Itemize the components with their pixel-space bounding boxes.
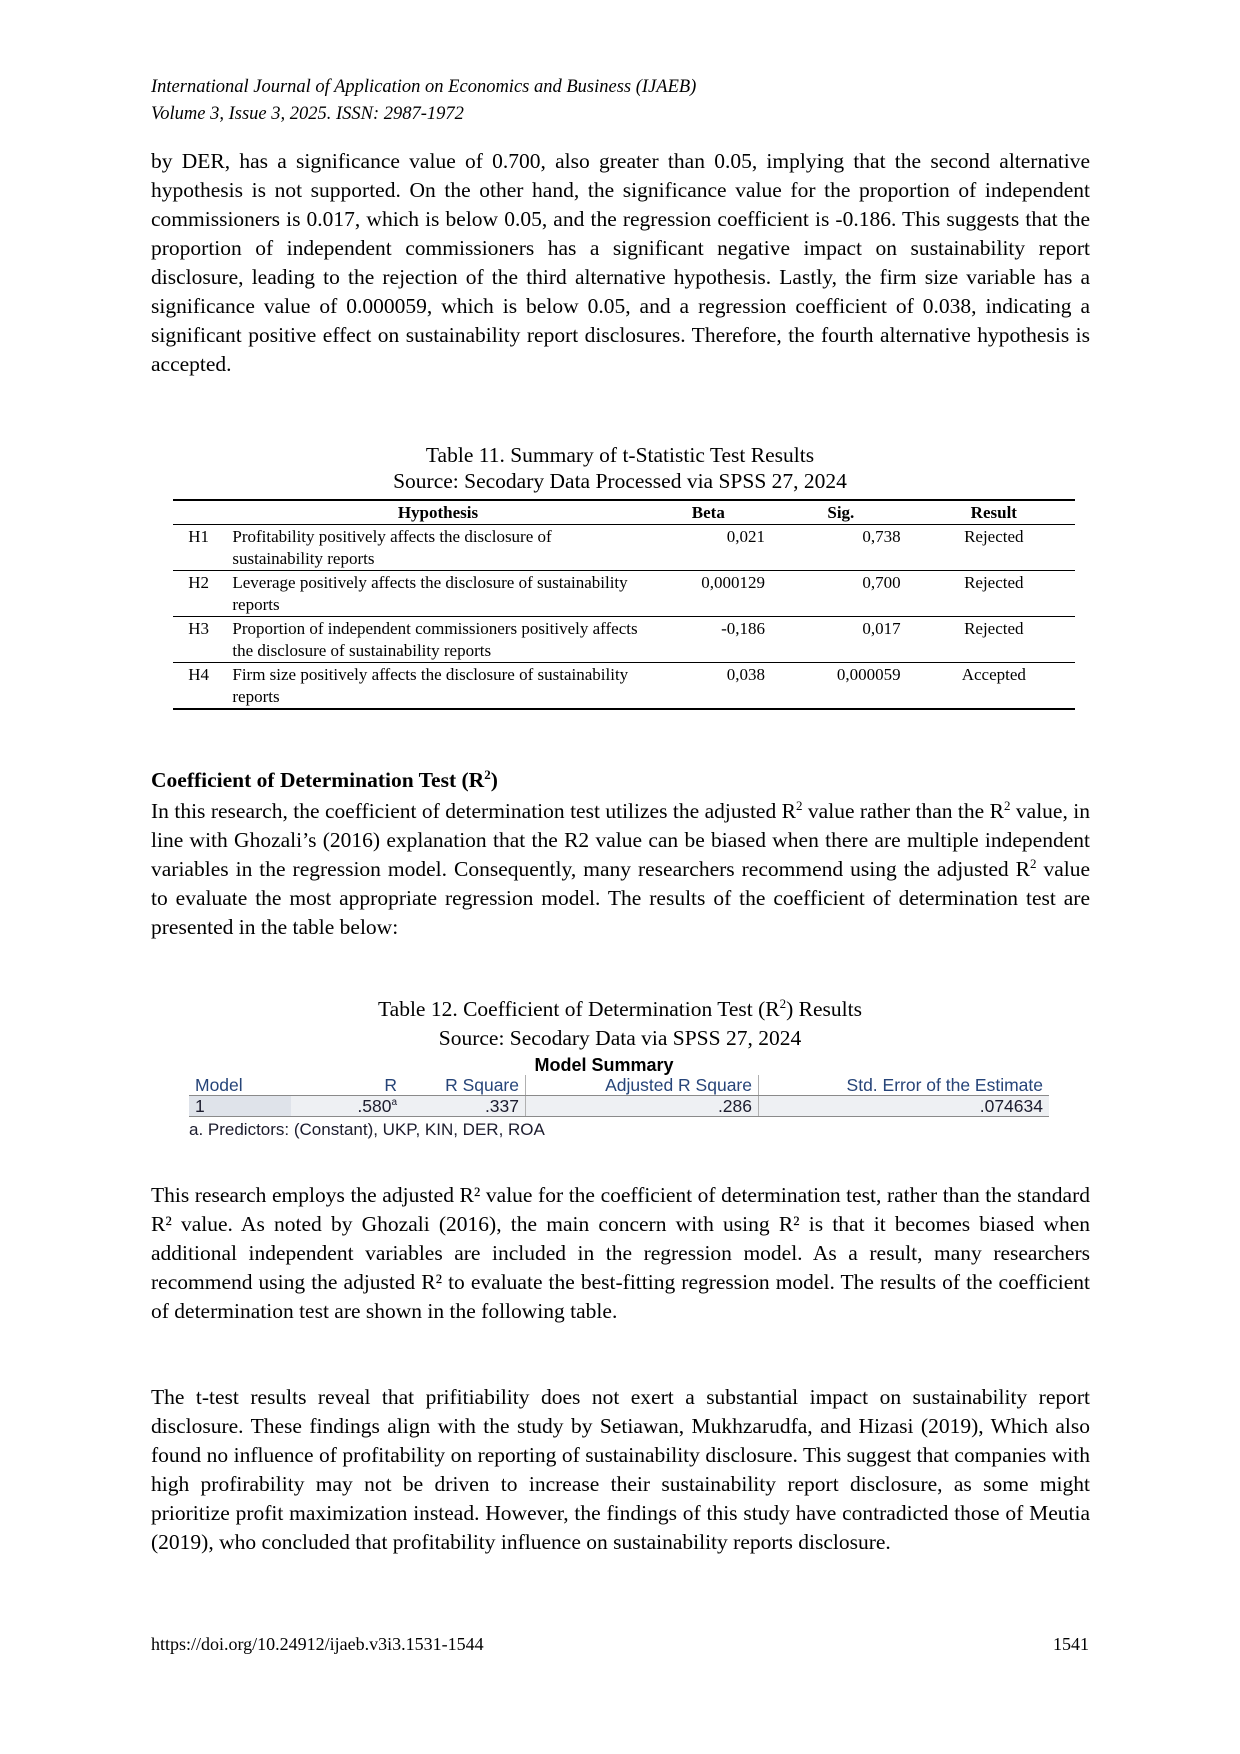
header-hypothesis: Hypothesis (224, 500, 647, 525)
beta-value: 0,000129 (648, 571, 777, 617)
header-sig: Sig. (777, 500, 913, 525)
predictors-footnote: a. Predictors: (Constant), UKP, KIN, DER, ROA (189, 1120, 545, 1139)
adjusted-r-square-value: .286 (526, 1096, 759, 1117)
hypothesis-id: H3 (173, 617, 224, 663)
doi-link[interactable]: https://doi.org/10.24912/ijaeb.v3i3.1531-1544 (151, 1634, 484, 1654)
journal-title: International Journal of Application on Economics and Business (IJAEB) (151, 77, 697, 97)
paragraph-3: This research employs the adjusted R² value for the coefficient of determination test, rather than the standard R² value. As noted by Ghozali (2016), the main concern with using R² is that it becomes biased when additional independent variables are included in the regression model. As a result, many researchers recommend using the adjusted R² to evaluate the best-fitting regression model. The results of the coefficient of determination test are shown in the following table. (151, 1183, 1090, 1323)
hypothesis-text: Firm size positively affects the disclosure of sustainability reports (224, 663, 647, 710)
header-std-error: Std. Error of the Estimate (759, 1075, 1050, 1096)
paragraph-2: In this research, the coefficient of determination test utilizes the adjusted $R^2$ value rather than the $R^2$ value, in line with Ghozali’s (2016) explanation that the R2 value can be biased when there are multiple independent variables in the regression model. Consequently, many researchers recommend using the adjusted $R^2$ value to evaluate the most appropriate regression model. The results of the coefficient of determination test are presented in the table below: (151, 797, 1091, 939)
hypothesis-id: H1 (173, 525, 224, 571)
table-11-caption: Table 11. Summary of t-Statistic Test Results (425, 443, 815, 467)
header-model: Model (189, 1075, 291, 1096)
header-id (173, 500, 224, 525)
t-statistic-table (173, 499, 1075, 710)
hypothesis-text: Profitability positively affects the disclosure of sustainability reports (224, 525, 647, 571)
table-row (173, 663, 1075, 710)
page-number: 1541 (1053, 1634, 1089, 1654)
running-header (151, 74, 696, 128)
result-value: Accepted (913, 663, 1075, 710)
paragraph-1: by DER, has a significance value of 0.700, also greater than 0.05, implying that the second alternative hypothesis is not supported. On the other hand, the significance value for the proportion of independent commissioners is 0.017, which is below 0.05, and the regression coefficient is -0.186. This suggests that the proportion of independent commissioners has a significant negative impact on sustainability report disclosure, leading to the rejection of the third alternative hypothesis. Lastly, the firm size variable has a significance value of 0.000059, which is below 0.05, and a regression coefficient of 0.038, indicating a significant positive effect on sustainability report disclosures. Therefore, the fourth alternative hypothesis is accepted. (151, 149, 1090, 376)
result-value: Rejected (913, 571, 1075, 617)
beta-value: 0,038 (648, 663, 777, 710)
volume-info: Volume 3, Issue 3, 2025. ISSN: 2987-1972 (151, 104, 464, 124)
hypothesis-text: Leverage positively affects the disclosure of sustainability reports (224, 571, 647, 617)
std-error-value: .074634 (759, 1096, 1050, 1117)
beta-value: -0,186 (648, 617, 777, 663)
model-number: 1 (189, 1096, 291, 1117)
table-12-caption: Table 12. Coefficient of Determination Test $(R^2)$ Results (378, 995, 862, 1021)
table-header-row (173, 500, 1075, 525)
table-row (173, 571, 1075, 617)
result-value: Rejected (913, 617, 1075, 663)
sig-value: 0,738 (777, 525, 913, 571)
table-header-row (189, 1075, 1049, 1096)
header-r-square: R Square (403, 1075, 526, 1096)
paragraph-4: The t-test results reveal that prifitiability does not exert a substantial impact on sustainability report disclosure. These findings align with the study by Setiawan, Mukhzarudfa, and Hizasi (2019), Which also found no influence of profitability on reporting of sustainability disclosure. This suggest that companies with high profirability may not be driven to increase their sustainability report disclosure, as some might prioritize profit maximization instead. However, the findings of this study have contradicted those of Meutia (2019), who concluded that profitability influence on sustainability reports disclosure. (151, 1385, 1090, 1554)
table-12-source: Source: Secodary Data via SPSS 27, 2024 (438, 1026, 802, 1050)
hypothesis-text: Proportion of independent commissioners positively affects the disclosure of sustainability reports (224, 617, 647, 663)
model-summary-title: Model Summary (534, 1055, 674, 1075)
header-result: Result (913, 500, 1075, 525)
table-11-source: Source: Secodary Data Processed via SPSS 27, 2024 (393, 469, 847, 493)
sig-value: 0,700 (777, 571, 913, 617)
header-r: R (291, 1075, 403, 1096)
header-adjusted-r-square: Adjusted R Square (526, 1075, 759, 1096)
hypothesis-id: H2 (173, 571, 224, 617)
hypothesis-id: H4 (173, 663, 224, 710)
result-value: Rejected (913, 525, 1075, 571)
sig-value: 0,017 (777, 617, 913, 663)
table-row (173, 525, 1075, 571)
header-beta: Beta (648, 500, 777, 525)
model-summary-output (189, 1055, 1059, 1140)
r-square-value: .337 (403, 1096, 526, 1117)
sig-value: 0,000059 (777, 663, 913, 710)
table-row (173, 617, 1075, 663)
model-summary-table (189, 1075, 1049, 1117)
r-value: .580$^a$ (291, 1096, 403, 1117)
beta-value: 0,021 (648, 525, 777, 571)
table-row (189, 1096, 1049, 1117)
section-heading: Coefficient of Determination Test $(R^2)$ (151, 766, 498, 792)
